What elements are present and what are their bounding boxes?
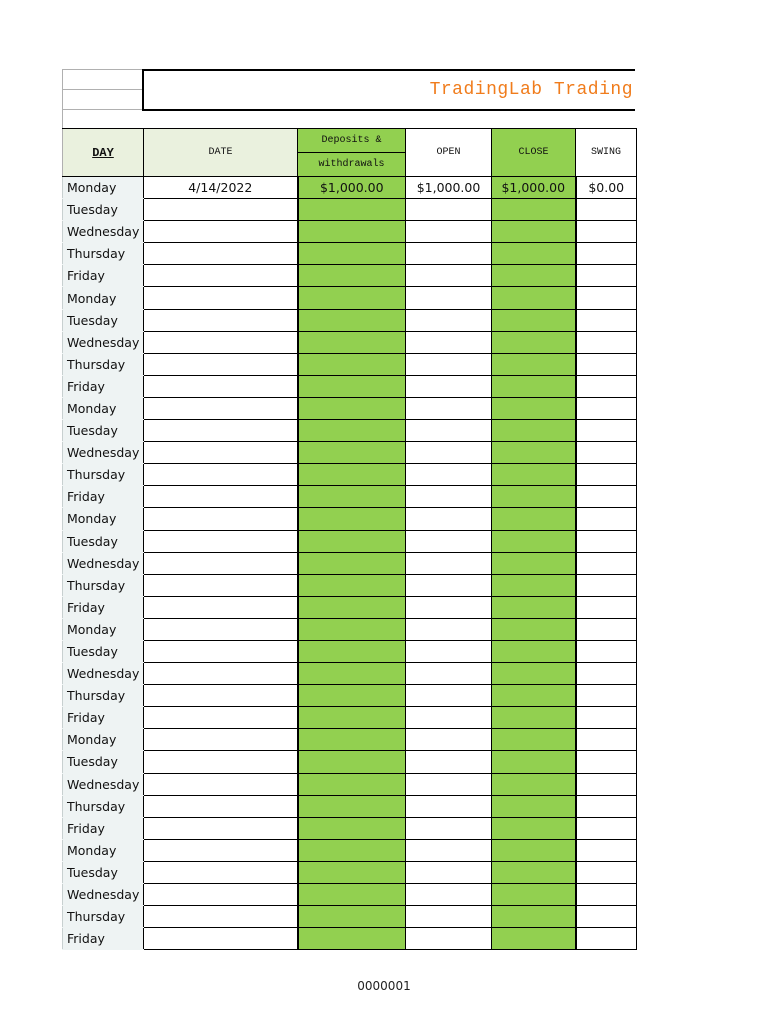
open-cell[interactable] — [406, 817, 492, 839]
date-cell[interactable] — [144, 353, 298, 375]
day-cell: Friday — [63, 596, 144, 618]
close-cell[interactable] — [492, 596, 576, 618]
day-cell: Tuesday — [63, 420, 144, 442]
close-cell[interactable]: $1,000.00 — [492, 177, 576, 199]
open-cell[interactable] — [406, 839, 492, 861]
open-cell[interactable] — [406, 596, 492, 618]
open-cell[interactable] — [406, 331, 492, 353]
open-cell[interactable]: $1,000.00 — [406, 177, 492, 199]
day-cell: Thursday — [63, 795, 144, 817]
swing-cell[interactable] — [576, 861, 637, 883]
close-cell[interactable] — [492, 442, 576, 464]
table-row — [63, 640, 637, 662]
deposits-cell[interactable] — [298, 287, 406, 309]
date-cell[interactable] — [144, 486, 298, 508]
deposits-cell[interactable] — [298, 751, 406, 773]
deposits-cell[interactable] — [298, 795, 406, 817]
table-row — [63, 508, 637, 530]
day-cell: Wednesday — [63, 884, 144, 906]
date-cell[interactable] — [144, 442, 298, 464]
close-cell[interactable] — [492, 729, 576, 751]
table-row — [63, 839, 637, 861]
trading-log-table — [62, 128, 637, 950]
deposits-cell[interactable] — [298, 574, 406, 596]
date-cell[interactable] — [144, 817, 298, 839]
open-cell[interactable] — [406, 707, 492, 729]
swing-cell[interactable] — [576, 464, 637, 486]
table-row — [63, 287, 637, 309]
table-row — [63, 199, 637, 221]
deposits-cell[interactable] — [298, 663, 406, 685]
table-row — [63, 596, 637, 618]
close-cell[interactable] — [492, 663, 576, 685]
open-cell[interactable] — [406, 663, 492, 685]
date-cell[interactable] — [144, 663, 298, 685]
close-cell[interactable] — [492, 309, 576, 331]
swing-cell[interactable] — [576, 574, 637, 596]
deposits-cell[interactable] — [298, 618, 406, 640]
swing-cell[interactable] — [576, 199, 637, 221]
day-cell: Friday — [63, 707, 144, 729]
day-cell: Friday — [63, 375, 144, 397]
day-cell: Monday — [63, 839, 144, 861]
day-cell: Thursday — [63, 685, 144, 707]
date-cell[interactable] — [144, 574, 298, 596]
deposits-cell[interactable] — [298, 596, 406, 618]
deposits-cell[interactable] — [298, 265, 406, 287]
date-cell[interactable] — [144, 508, 298, 530]
open-cell[interactable] — [406, 685, 492, 707]
swing-cell[interactable] — [576, 265, 637, 287]
day-cell: Wednesday — [63, 663, 144, 685]
header-deposits — [298, 129, 406, 177]
close-cell[interactable] — [492, 861, 576, 883]
close-cell[interactable] — [492, 221, 576, 243]
open-cell[interactable] — [406, 287, 492, 309]
close-cell[interactable] — [492, 265, 576, 287]
deposits-cell[interactable] — [298, 486, 406, 508]
close-cell[interactable] — [492, 751, 576, 773]
gap-divider — [62, 110, 63, 128]
header-row — [63, 129, 637, 177]
day-cell: Thursday — [63, 906, 144, 928]
table-row — [63, 442, 637, 464]
swing-cell[interactable] — [576, 618, 637, 640]
table-row — [63, 751, 637, 773]
table-row — [63, 729, 637, 751]
swing-cell[interactable] — [576, 287, 637, 309]
swing-cell[interactable] — [576, 530, 637, 552]
date-cell[interactable] — [144, 265, 298, 287]
deposits-cell[interactable] — [298, 508, 406, 530]
close-cell[interactable] — [492, 839, 576, 861]
header-deposits-line2: withdrawals — [318, 158, 385, 170]
open-cell[interactable] — [406, 861, 492, 883]
table-row — [63, 309, 637, 331]
day-cell: Friday — [63, 486, 144, 508]
date-cell[interactable] — [144, 596, 298, 618]
open-cell[interactable] — [406, 508, 492, 530]
day-cell: Wednesday — [63, 773, 144, 795]
day-cell: Thursday — [63, 464, 144, 486]
deposits-cell[interactable] — [298, 729, 406, 751]
deposits-cell[interactable] — [298, 839, 406, 861]
close-cell[interactable] — [492, 375, 576, 397]
deposits-cell[interactable] — [298, 906, 406, 928]
table-row — [63, 243, 637, 265]
swing-cell[interactable] — [576, 928, 637, 950]
open-cell[interactable] — [406, 530, 492, 552]
swing-cell[interactable] — [576, 685, 637, 707]
close-cell[interactable] — [492, 464, 576, 486]
table-row — [63, 221, 637, 243]
table-row — [63, 685, 637, 707]
swing-cell[interactable] — [576, 508, 637, 530]
table-row — [63, 464, 637, 486]
table-row — [63, 928, 637, 950]
close-cell[interactable] — [492, 353, 576, 375]
swing-cell[interactable] — [576, 221, 637, 243]
close-cell[interactable] — [492, 508, 576, 530]
open-cell[interactable] — [406, 640, 492, 662]
day-cell: Monday — [63, 287, 144, 309]
open-cell[interactable] — [406, 309, 492, 331]
day-cell: Monday — [63, 177, 144, 199]
header-day: DAY — [63, 129, 144, 177]
date-cell[interactable] — [144, 464, 298, 486]
swing-cell[interactable] — [576, 486, 637, 508]
close-cell[interactable] — [492, 884, 576, 906]
swing-cell[interactable] — [576, 884, 637, 906]
date-cell[interactable] — [144, 795, 298, 817]
deposits-cell[interactable] — [298, 861, 406, 883]
table-row — [63, 397, 637, 419]
close-cell[interactable] — [492, 817, 576, 839]
day-cell: Thursday — [63, 243, 144, 265]
day-cell: Wednesday — [63, 221, 144, 243]
open-cell[interactable] — [406, 574, 492, 596]
header-deposits-line1: Deposits & — [298, 130, 405, 154]
open-cell[interactable] — [406, 773, 492, 795]
day-cell: Friday — [63, 817, 144, 839]
date-cell[interactable] — [144, 199, 298, 221]
swing-cell[interactable] — [576, 773, 637, 795]
date-cell[interactable] — [144, 420, 298, 442]
open-cell[interactable] — [406, 353, 492, 375]
day-cell: Monday — [63, 618, 144, 640]
close-cell[interactable] — [492, 618, 576, 640]
swing-cell[interactable] — [576, 420, 637, 442]
close-cell[interactable] — [492, 243, 576, 265]
close-cell[interactable] — [492, 574, 576, 596]
header-swing: SWING — [576, 129, 637, 177]
deposits-cell[interactable] — [298, 221, 406, 243]
swing-cell[interactable]: $0.00 — [576, 177, 637, 199]
deposits-cell[interactable] — [298, 552, 406, 574]
day-cell: Tuesday — [63, 530, 144, 552]
day-cell: Wednesday — [63, 331, 144, 353]
table-row — [63, 574, 637, 596]
date-cell[interactable] — [144, 884, 298, 906]
date-cell[interactable] — [144, 552, 298, 574]
close-cell[interactable] — [492, 928, 576, 950]
deposits-cell[interactable] — [298, 442, 406, 464]
swing-cell[interactable] — [576, 906, 637, 928]
swing-cell[interactable] — [576, 442, 637, 464]
date-cell[interactable] — [144, 685, 298, 707]
open-cell[interactable] — [406, 199, 492, 221]
date-cell[interactable] — [144, 397, 298, 419]
date-cell[interactable] — [144, 530, 298, 552]
table-row — [63, 353, 637, 375]
deposits-cell[interactable]: $1,000.00 — [298, 177, 406, 199]
table-row — [63, 486, 637, 508]
date-cell[interactable] — [144, 221, 298, 243]
table-row — [63, 530, 637, 552]
table-row — [63, 861, 637, 883]
table-row — [63, 884, 637, 906]
table-row — [63, 618, 637, 640]
open-cell[interactable] — [406, 552, 492, 574]
page-title: TradingLab Trading — [429, 80, 633, 100]
close-cell[interactable] — [492, 773, 576, 795]
swing-cell[interactable] — [576, 552, 637, 574]
swing-cell[interactable] — [576, 839, 637, 861]
date-cell[interactable] — [144, 287, 298, 309]
close-cell[interactable] — [492, 287, 576, 309]
day-cell: Friday — [63, 928, 144, 950]
date-cell[interactable] — [144, 640, 298, 662]
header-date: DATE — [144, 129, 298, 177]
deposits-cell[interactable] — [298, 685, 406, 707]
table-row — [63, 906, 637, 928]
close-cell[interactable] — [492, 199, 576, 221]
title-left-cells — [62, 69, 143, 110]
deposits-cell[interactable] — [298, 420, 406, 442]
date-cell[interactable] — [144, 906, 298, 928]
day-cell: Tuesday — [63, 199, 144, 221]
day-cell: Monday — [63, 397, 144, 419]
deposits-cell[interactable] — [298, 640, 406, 662]
close-cell[interactable] — [492, 420, 576, 442]
table-row — [63, 795, 637, 817]
title-area — [62, 69, 636, 110]
swing-cell[interactable] — [576, 397, 637, 419]
swing-cell[interactable] — [576, 375, 637, 397]
date-cell[interactable]: 4/14/2022 — [144, 177, 298, 199]
deposits-cell[interactable] — [298, 375, 406, 397]
deposits-cell[interactable] — [298, 773, 406, 795]
open-cell[interactable] — [406, 884, 492, 906]
table-row — [63, 817, 637, 839]
day-cell: Wednesday — [63, 442, 144, 464]
swing-cell[interactable] — [576, 663, 637, 685]
date-cell[interactable] — [144, 707, 298, 729]
close-cell[interactable] — [492, 795, 576, 817]
header-close: CLOSE — [492, 129, 576, 177]
swing-cell[interactable] — [576, 353, 637, 375]
day-cell: Tuesday — [63, 751, 144, 773]
day-cell: Thursday — [63, 574, 144, 596]
open-cell[interactable] — [406, 729, 492, 751]
day-cell: Monday — [63, 508, 144, 530]
table-row — [63, 773, 637, 795]
day-cell: Tuesday — [63, 309, 144, 331]
swing-cell[interactable] — [576, 640, 637, 662]
open-cell[interactable] — [406, 464, 492, 486]
date-cell[interactable] — [144, 928, 298, 950]
open-cell[interactable] — [406, 243, 492, 265]
day-cell: Wednesday — [63, 552, 144, 574]
table-row — [63, 265, 637, 287]
table-row — [63, 552, 637, 574]
deposits-cell[interactable] — [298, 530, 406, 552]
day-cell: Thursday — [63, 353, 144, 375]
swing-cell[interactable] — [576, 596, 637, 618]
close-cell[interactable] — [492, 707, 576, 729]
swing-cell[interactable] — [576, 795, 637, 817]
date-cell[interactable] — [144, 773, 298, 795]
open-cell[interactable] — [406, 751, 492, 773]
deposits-cell[interactable] — [298, 199, 406, 221]
close-cell[interactable] — [492, 640, 576, 662]
close-cell[interactable] — [492, 685, 576, 707]
swing-cell[interactable] — [576, 309, 637, 331]
swing-cell[interactable] — [576, 707, 637, 729]
day-cell: Tuesday — [63, 640, 144, 662]
swing-cell[interactable] — [576, 751, 637, 773]
open-cell[interactable] — [406, 265, 492, 287]
date-cell[interactable] — [144, 729, 298, 751]
open-cell[interactable] — [406, 928, 492, 950]
open-cell[interactable] — [406, 375, 492, 397]
day-cell: Friday — [63, 265, 144, 287]
open-cell[interactable] — [406, 442, 492, 464]
date-cell[interactable] — [144, 243, 298, 265]
table-row — [63, 375, 637, 397]
swing-cell[interactable] — [576, 243, 637, 265]
table-row — [63, 707, 637, 729]
close-cell[interactable] — [492, 397, 576, 419]
table-row — [63, 177, 637, 199]
open-cell[interactable] — [406, 486, 492, 508]
close-cell[interactable] — [492, 486, 576, 508]
open-cell[interactable] — [406, 618, 492, 640]
date-cell[interactable] — [144, 375, 298, 397]
deposits-cell[interactable] — [298, 707, 406, 729]
close-cell[interactable] — [492, 906, 576, 928]
open-cell[interactable] — [406, 221, 492, 243]
title-box — [142, 69, 635, 111]
table-row — [63, 663, 637, 685]
close-cell[interactable] — [492, 552, 576, 574]
date-cell[interactable] — [144, 839, 298, 861]
header-open: OPEN — [406, 129, 492, 177]
page-number: 0000001 — [357, 979, 411, 993]
deposits-cell[interactable] — [298, 884, 406, 906]
swing-cell[interactable] — [576, 331, 637, 353]
date-cell[interactable] — [144, 618, 298, 640]
date-cell[interactable] — [144, 331, 298, 353]
deposits-cell[interactable] — [298, 243, 406, 265]
open-cell[interactable] — [406, 906, 492, 928]
open-cell[interactable] — [406, 420, 492, 442]
table-row — [63, 420, 637, 442]
swing-cell[interactable] — [576, 817, 637, 839]
day-cell: Tuesday — [63, 861, 144, 883]
day-cell: Monday — [63, 729, 144, 751]
swing-cell[interactable] — [576, 729, 637, 751]
date-cell[interactable] — [144, 309, 298, 331]
table-row — [63, 331, 637, 353]
deposits-cell[interactable] — [298, 309, 406, 331]
deposits-cell[interactable] — [298, 928, 406, 950]
open-cell[interactable] — [406, 397, 492, 419]
deposits-cell[interactable] — [298, 331, 406, 353]
date-cell[interactable] — [144, 861, 298, 883]
date-cell[interactable] — [144, 751, 298, 773]
open-cell[interactable] — [406, 795, 492, 817]
deposits-cell[interactable] — [298, 817, 406, 839]
close-cell[interactable] — [492, 530, 576, 552]
close-cell[interactable] — [492, 331, 576, 353]
deposits-cell[interactable] — [298, 353, 406, 375]
deposits-cell[interactable] — [298, 397, 406, 419]
deposits-cell[interactable] — [298, 464, 406, 486]
